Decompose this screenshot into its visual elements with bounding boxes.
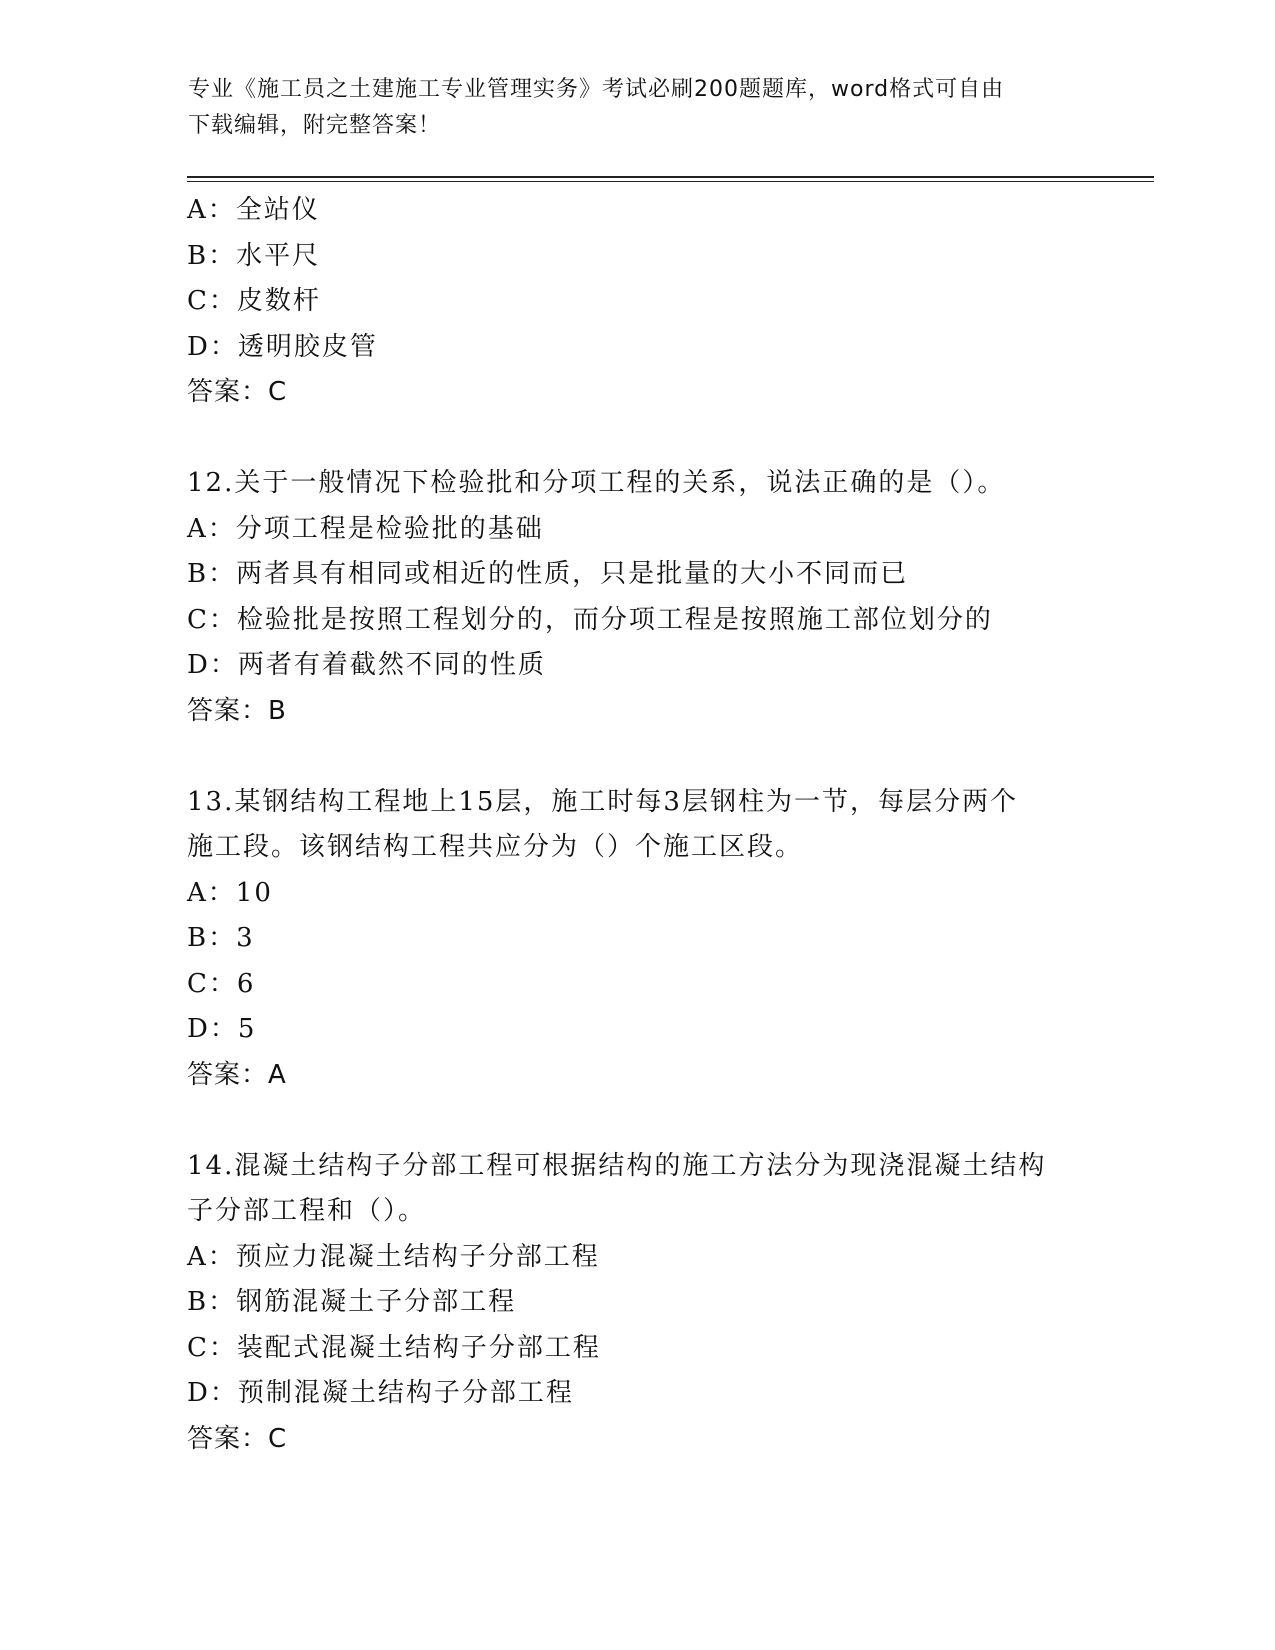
spacer [187,416,1137,462]
option-c: C：6 [187,968,256,999]
option-b: B：水平尺 [187,240,321,271]
option-d: D：预制混凝土结构子分部工程 [187,1378,574,1408]
question-12 [187,461,1137,734]
spacer [187,1098,1137,1144]
option-d: D：两者有着截然不同的性质 [187,650,546,680]
option-c: C：皮数杆 [187,286,321,316]
option-b: B：钢筋混凝土子分部工程 [187,1287,517,1317]
option-d: D：透明胶皮管 [187,331,378,362]
header-line-2: 下载编辑，附完整答案！ [188,113,442,138]
answer-line: 答案：C [187,377,288,407]
question-14 [187,1144,1137,1463]
header-divider-thin [187,181,1154,182]
question-text-line-2: 子分部工程和（）。 [187,1196,427,1226]
option-a: A：分项工程是检验批的基础 [187,513,544,544]
question-11 [187,188,1137,416]
option-a: A：10 [187,877,273,908]
header-divider-thick [187,176,1154,178]
header-line-1: 专业《施工员之土建施工专业管理实务》考试必刷200题题库，word格式可自由 [188,77,1005,102]
question-text-line-2: 施工段。该钢结构工程共应分为（）个施工区段。 [187,832,804,862]
option-b: B：两者具有相同或相近的性质，只是批量的大小不同而已 [187,559,909,589]
option-c: C：检验批是按照工程划分的，而分项工程是按照施工部位划分的 [187,604,993,635]
option-d: D：5 [187,1014,257,1044]
question-list [187,188,1137,1462]
option-b: B：3 [187,923,255,953]
document-header [188,72,1088,144]
question-text: 12.关于一般情况下检验批和分项工程的关系，说法正确的是（）。 [187,468,1006,498]
answer-line: 答案：A [187,1059,287,1090]
answer-line: 答案：B [187,695,287,726]
question-13 [187,780,1137,1099]
answer-line: 答案：C [187,1423,288,1454]
question-text-line-1: 14.混凝土结构子分部工程可根据结构的施工方法分为现浇混凝土结构 [187,1150,1047,1181]
option-a: A：全站仪 [187,195,320,225]
question-text-line-1: 13.某钢结构工程地上15层，施工时每3层钢柱为一节，每层分两个 [187,786,1018,817]
option-c: C：装配式混凝土结构子分部工程 [187,1332,601,1363]
option-a: A：预应力混凝土结构子分部工程 [187,1241,600,1272]
spacer [187,734,1137,780]
